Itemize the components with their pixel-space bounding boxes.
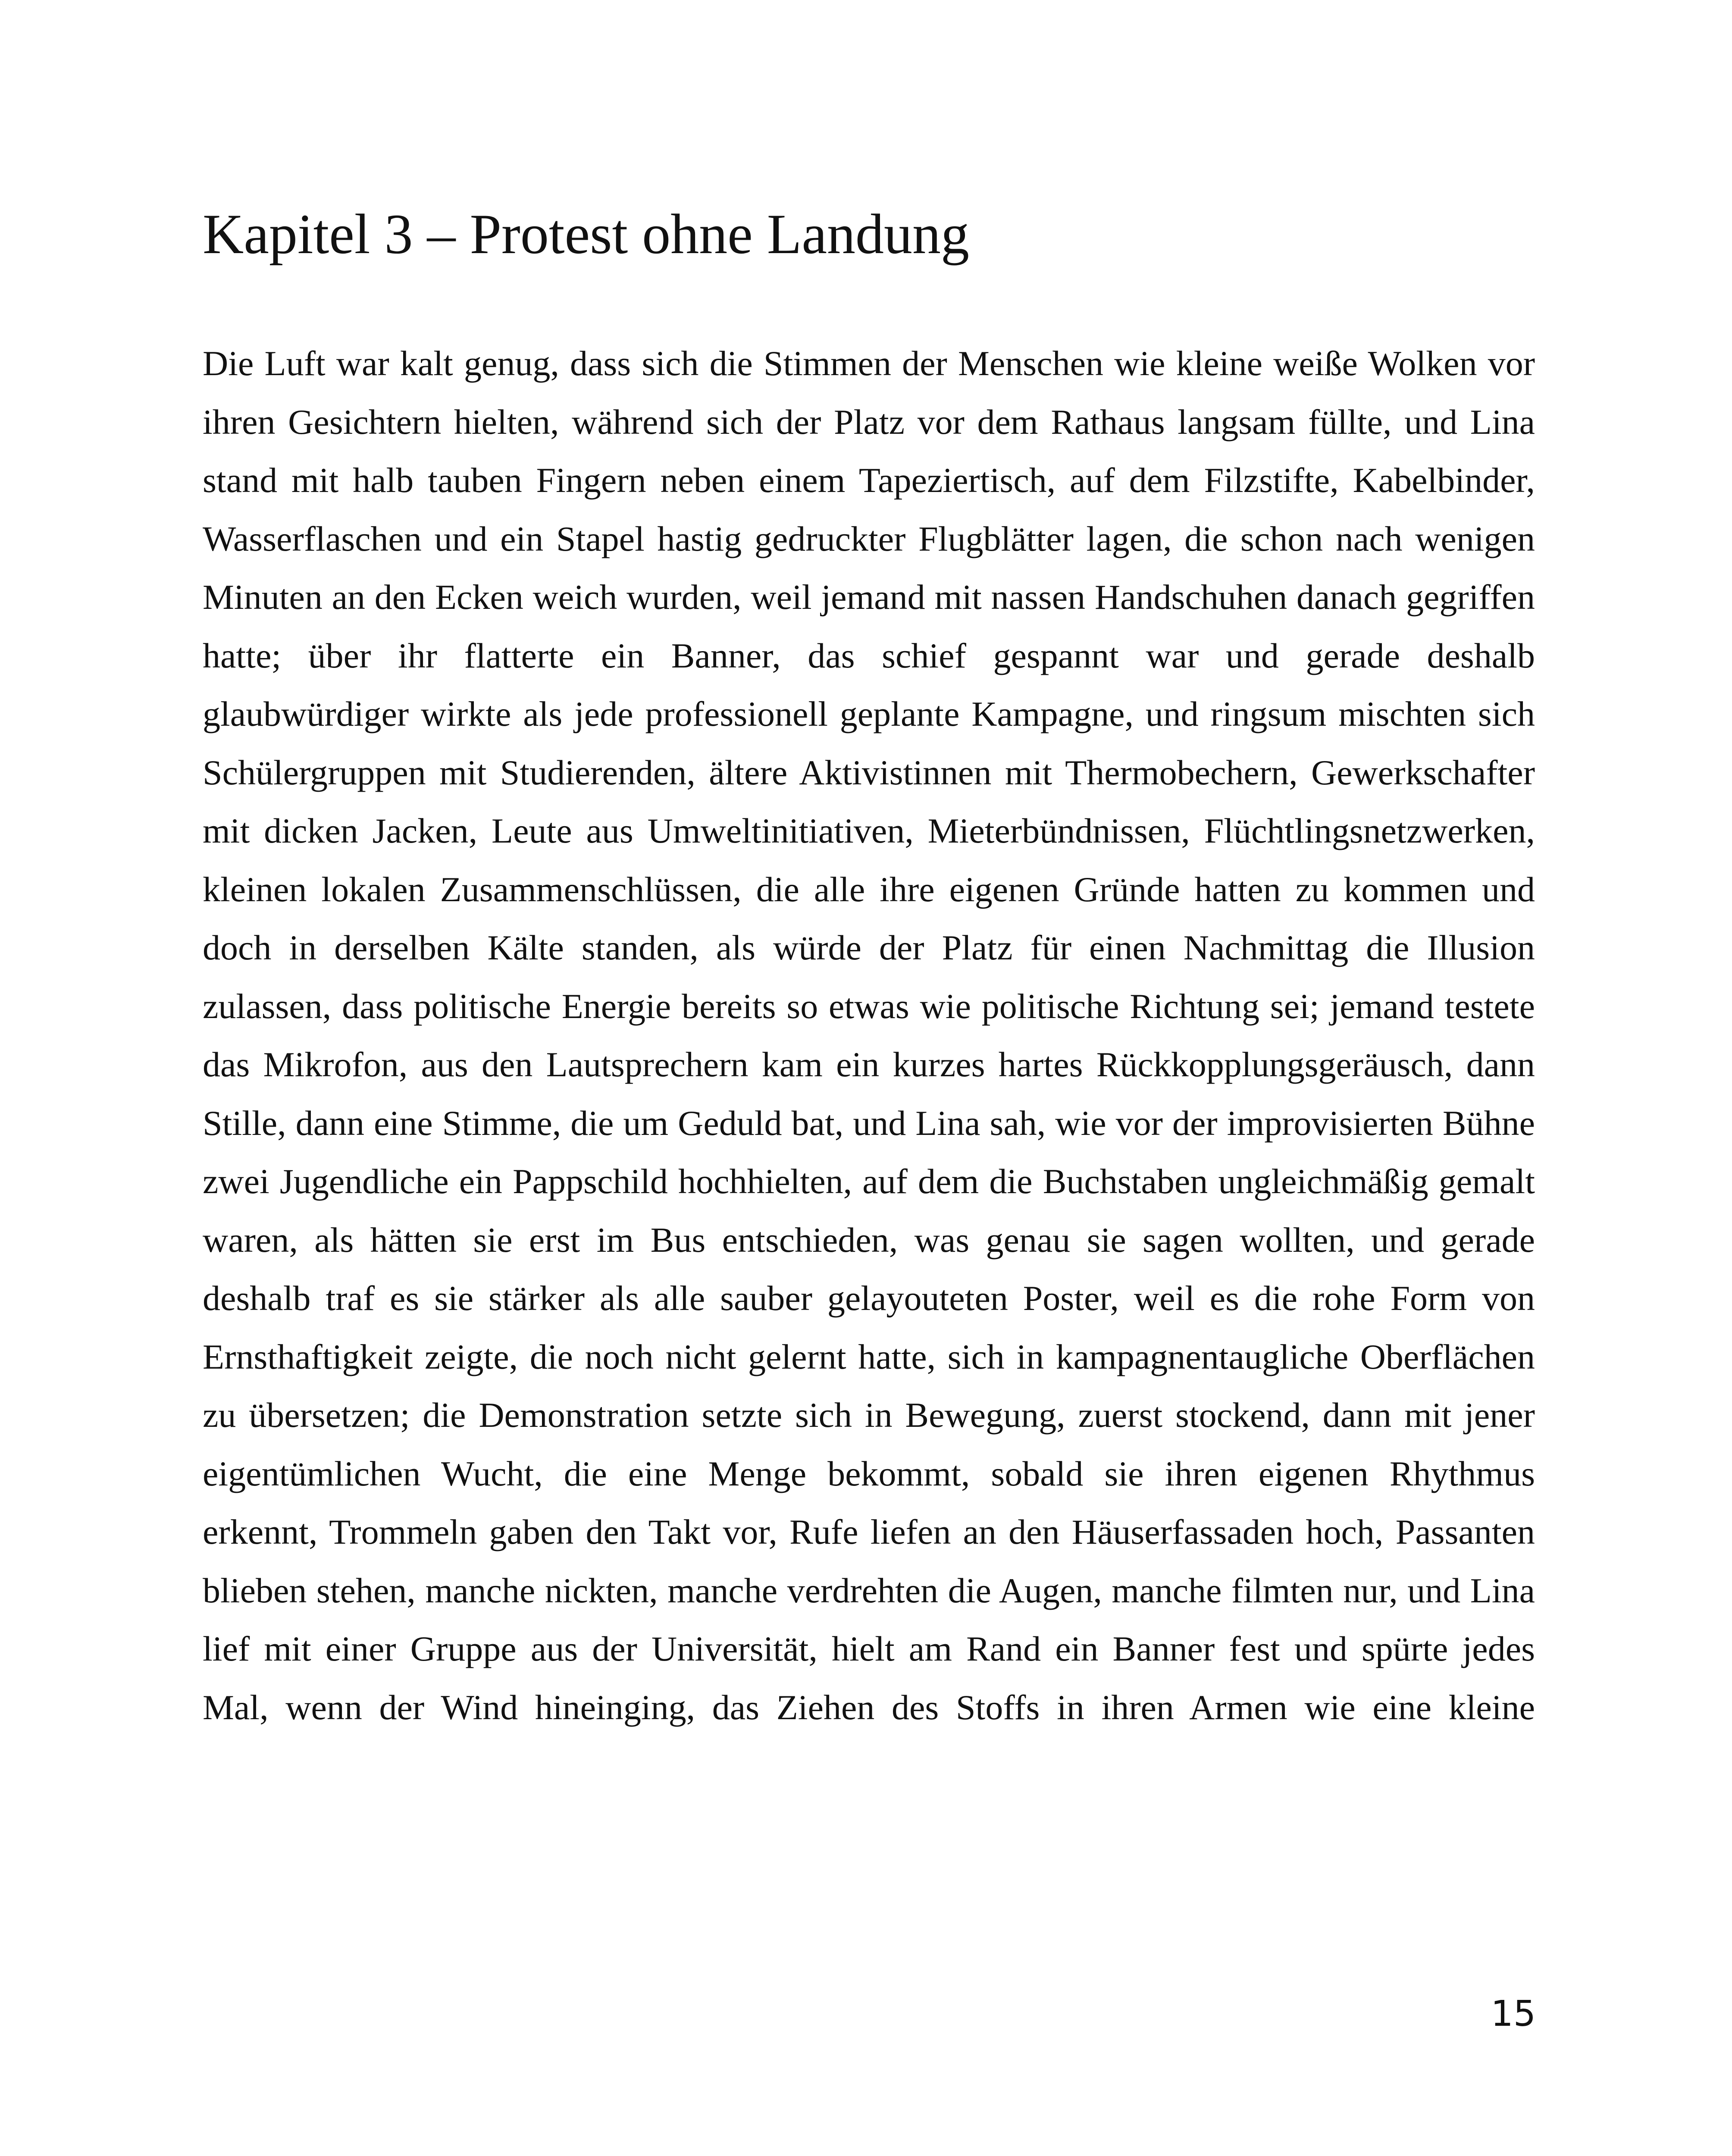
chapter-title: Kapitel 3 – Protest ohne Landung xyxy=(203,202,970,266)
body-paragraph: Die Luft war kalt genug, dass sich die Stimmen der Menschen wie kleine weiße Wolken vor ihren Gesichtern hielten, während sich der Platz vor dem Rathaus langsam füllte, und Lina stand mit halb tauben Fingern neben einem Tapeziertisch, auf dem Filzstifte, Kabelbinder, Wasserflaschen und ein Stapel hastig gedruckter Flugblätter lagen, die schon nach wenigen Minuten an den Ecken weich wurden, weil jemand mit nassen Handschuhen danach gegriffen hatte; über ihr flatterte ein Banner, das schief gespannt war und gerade deshalb glaubwürdiger wirkte als jede professionell geplante Kampagne, und ringsum mischten sich Schülergruppen mit Studierenden, ältere Aktivistinnen mit Thermobechern, Gewerkschafter mit dicken Jacken, Leute aus Umweltinitiativen, Mieterbündnissen, Flüchtlingsnetzwerken, kleinen lokalen Zusammenschlüssen, die alle ihre eigenen Gründe hatten zu kommen und doch in derselben Kälte standen, als würde der Platz für einen Nachmittag die Illusion zulassen, dass politische Energie bereits so etwas wie politische Richtung sei; jemand testete das Mikrofon, aus den Lautsprechern kam ein kurzes hartes Rückkopplungsgeräusch, dann Stille, dann eine Stimme, die um Geduld bat, und Lina sah, wie vor der improvisierten Bühne zwei Jugendliche ein Pappschild hochhielten, auf dem die Buchstaben ungleichmäßig gemalt waren, als hätten sie erst im Bus entschieden, was genau sie sagen wollten, und gerade deshalb traf es sie stärker als alle sauber gelayouteten Poster, weil es die rohe Form von Ernsthaftigkeit zeigte, die noch nicht gelernt hatte, sich in kampagnentaugliche Oberflächen zu übersetzen; die Demonstration setzte sich in Bewegung, zuerst stockend, dann mit jener eigentümlichen Wucht, die eine Menge bekommt, sobald sie ihren eigenen Rhythmus erkennt, Trommeln gaben den Takt vor, Rufe liefen an den Häuserfassaden hoch, Passanten blieben stehen, manche nickten, manche verdrehten die Augen, manche filmten nur, und Lina lief mit einer Gruppe aus der Universität, hielt am Rand ein Banner fest und spürte jedes Mal, wenn der Wind hineinging, das Ziehen des Stoffs in ihren Armen wie eine kleine xyxy=(203,344,1535,1727)
page-number: 15 xyxy=(1491,1993,1536,2034)
